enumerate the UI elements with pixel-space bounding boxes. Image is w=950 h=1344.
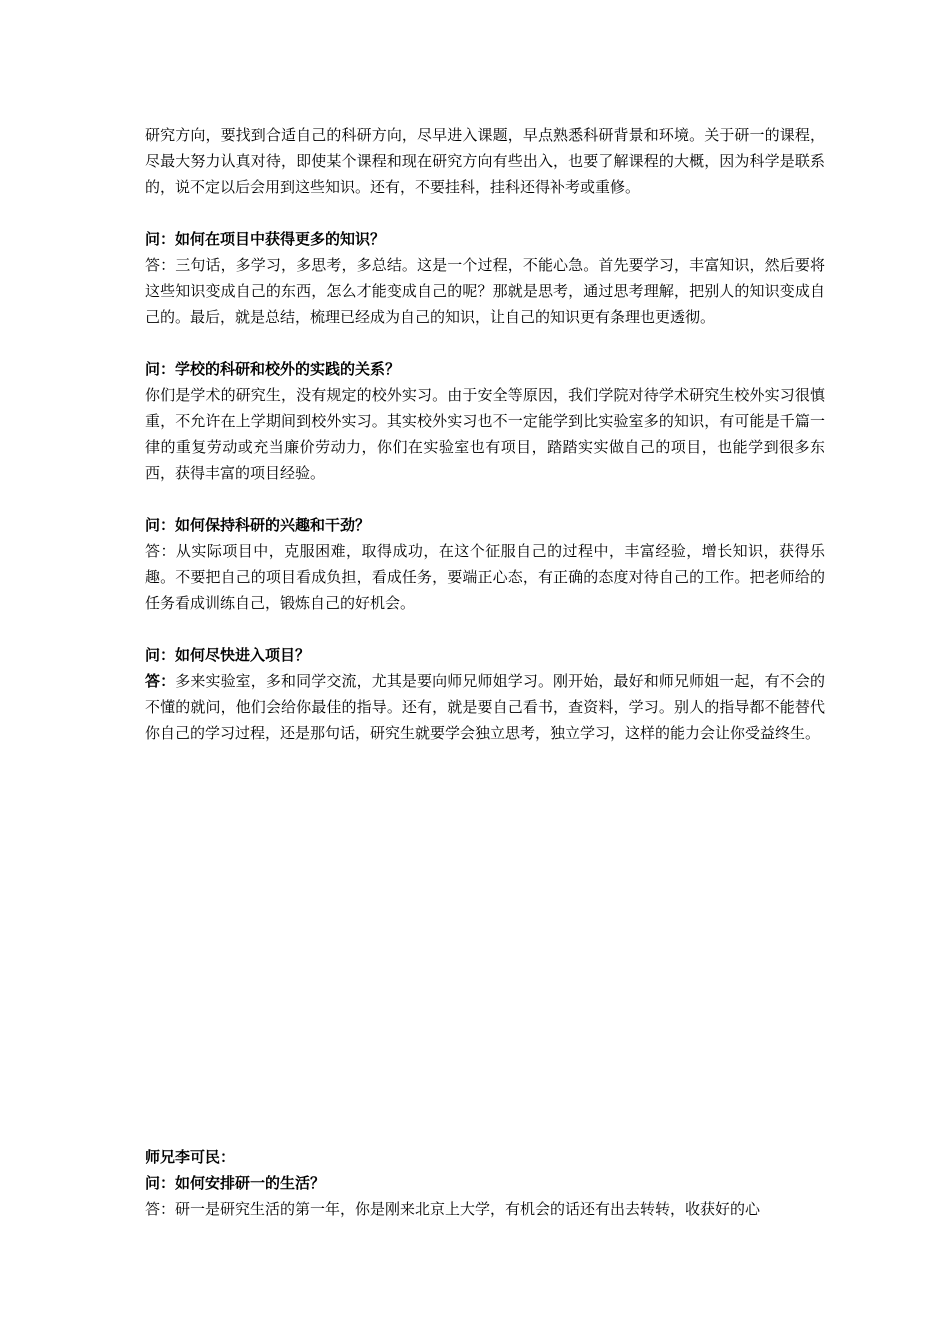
answer-paragraph: 答：从实际项目中，克服困难，取得成功，在这个征服自己的过程中，丰富经验，增长知识，获得乐趣。不要把自己的项目看成负担，看成任务，要端正心态，有正确的态度对待自己的工作。把老师给的任务看成训练自己，锻炼自己的好机会。 — [145, 542, 825, 612]
question-heading: 问：如何安排研一的生活？ — [145, 1174, 326, 1192]
qa-block-1 — [145, 226, 825, 330]
intro-block — [145, 122, 825, 200]
answer-paragraph — [145, 668, 825, 746]
next-section — [145, 1144, 825, 1222]
question-heading: 问：如何尽快进入项目？ — [145, 646, 311, 664]
answer-paragraph: 答：研一是研究生活的第一年，你是刚来北京上大学，有机会的话还有出去转转，收获好的心 — [145, 1200, 761, 1218]
answer-paragraph: 答：三句话，多学习，多思考，多总结。这是一个过程，不能心急。首先要学习，丰富知识，然后要将这些知识变成自己的东西，怎么才能变成自己的呢？那就是思考，通过思考理解，把别人的知识变成自己的。最后，就是总结，梳理已经成为自己的知识，让自己的知识更有条理也更透彻。 — [145, 256, 825, 326]
answer-text: 多来实验室，多和同学交流，尤其是要向师兄师姐学习。刚开始，最好和师兄师姐一起，有不会的不懂的就问，他们会给你最佳的指导。还有，就是要自己看书，查资料，学习。别人的指导都不能替代你自己的学习过程，还是那句话，研究生就要学会独立思考，独立学习，这样的能力会让你受益终生。 — [145, 672, 825, 742]
answer-prefix: 答： — [145, 672, 176, 690]
document-body — [145, 122, 825, 772]
qa-block-4 — [145, 642, 825, 746]
question-heading: 问：如何在项目中获得更多的知识？ — [145, 230, 386, 248]
question-heading: 问：如何保持科研的兴趣和干劲？ — [145, 516, 371, 534]
speaker-heading: 师兄李可民： — [145, 1148, 236, 1166]
question-heading: 问：学校的科研和校外的实践的关系？ — [145, 360, 401, 378]
qa-block-3 — [145, 512, 825, 616]
qa-block-2 — [145, 356, 825, 486]
answer-paragraph: 你们是学术的研究生，没有规定的校外实习。由于安全等原因，我们学院对待学术研究生校外实习很慎重，不允许在上学期间到校外实习。其实校外实习也不一定能学到比实验室多的知识，有可能是千篇一律的重复劳动或充当廉价劳动力，你们在实验室也有项目，踏踏实实做自己的项目，也能学到很多东西，获得丰富的项目经验。 — [145, 386, 825, 482]
intro-paragraph: 研究方向，要找到合适自己的科研方向，尽早进入课题，早点熟悉科研背景和环境。关于研一的课程，尽最大努力认真对待，即使某个课程和现在研究方向有些出入，也要了解课程的大概，因为科学是联系的，说不定以后会用到这些知识。还有，不要挂科，挂科还得补考或重修。 — [145, 126, 825, 196]
